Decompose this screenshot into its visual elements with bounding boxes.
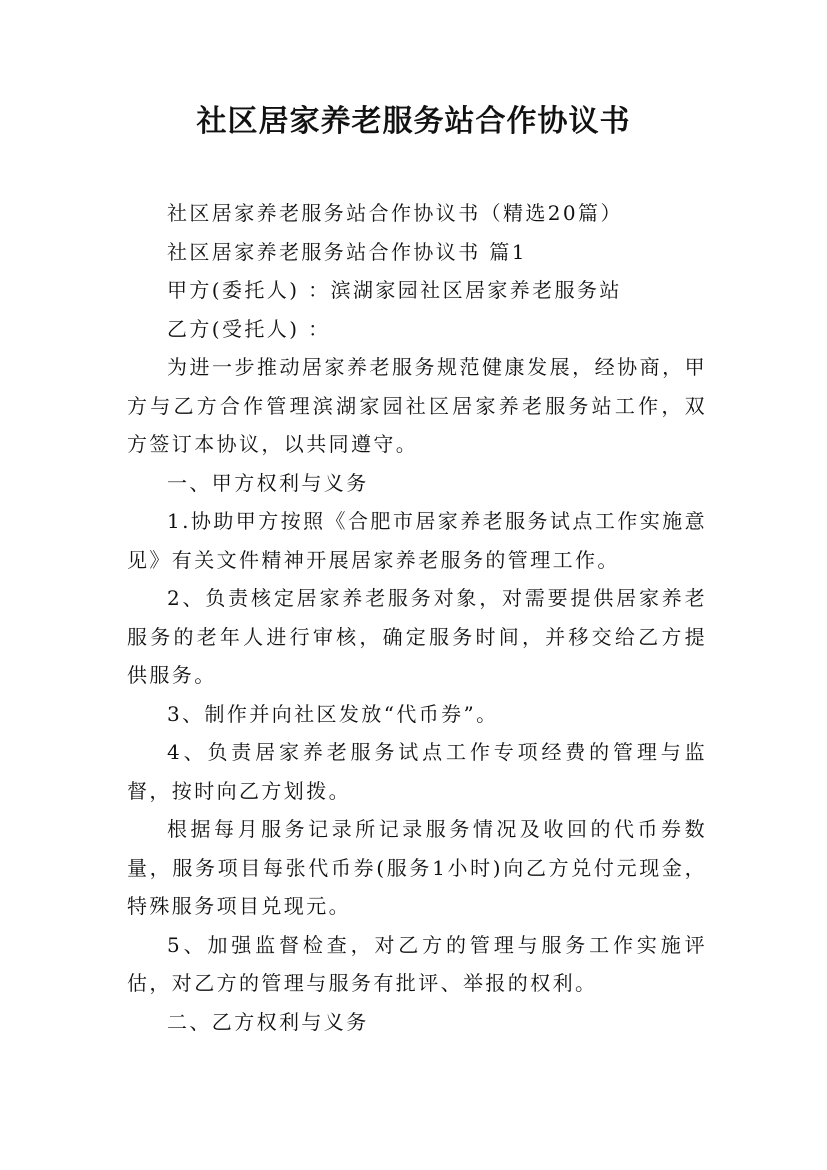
clause-5: 5、加强监督检查，对乙方的管理与服务工作实施评估，对乙方的管理与服务有批评、举报的权利。 [127,932,707,995]
clause-3: 3、制作并向社区发放“代币券”。 [167,701,499,726]
document-body [127,194,707,1041]
paragraph-subtitle: 社区居家养老服务站合作协议书（精选20篇） [167,201,623,225]
clause-1: 1.协助甲方按照《合肥市居家养老服务试点工作实施意见》有关文件精神开展居家养老服务的管理工作。 [127,509,707,572]
section-heading-party-b-rights: 二、乙方权利与义务 [167,1009,369,1034]
clause-4-detail: 根据每月服务记录所记录服务情况及收回的代币券数量，服务项目每张代币券(服务1小时)向乙方兑付元现金，特殊服务项目兑现元。 [127,817,707,918]
paragraph-chapter-heading: 社区居家养老服务站合作协议书 篇1 [167,239,527,264]
clause-4: 4、负责居家养老服务试点工作专项经费的管理与监督，按时向乙方划拨。 [127,740,707,803]
paragraph-intro: 为进一步推动居家养老服务规范健康发展，经协商，甲方与乙方合作管理滨湖家园社区居家养老服务站工作，双方签订本协议，以共同遵守。 [127,355,707,456]
document-title: 社区居家养老服务站合作协议书 [196,104,631,139]
paragraph-party-b: 乙方(受托人) ： [167,316,331,341]
section-heading-party-a-rights: 一、甲方权利与义务 [167,470,369,495]
paragraph-party-a: 甲方(委托人) ：滨湖家园社区居家养老服务站 [167,278,622,302]
clause-2: 2、负责核定居家养老服务对象，对需要提供居家养老服务的老年人进行审核，确定服务时间，并移交给乙方提供服务。 [127,586,707,687]
